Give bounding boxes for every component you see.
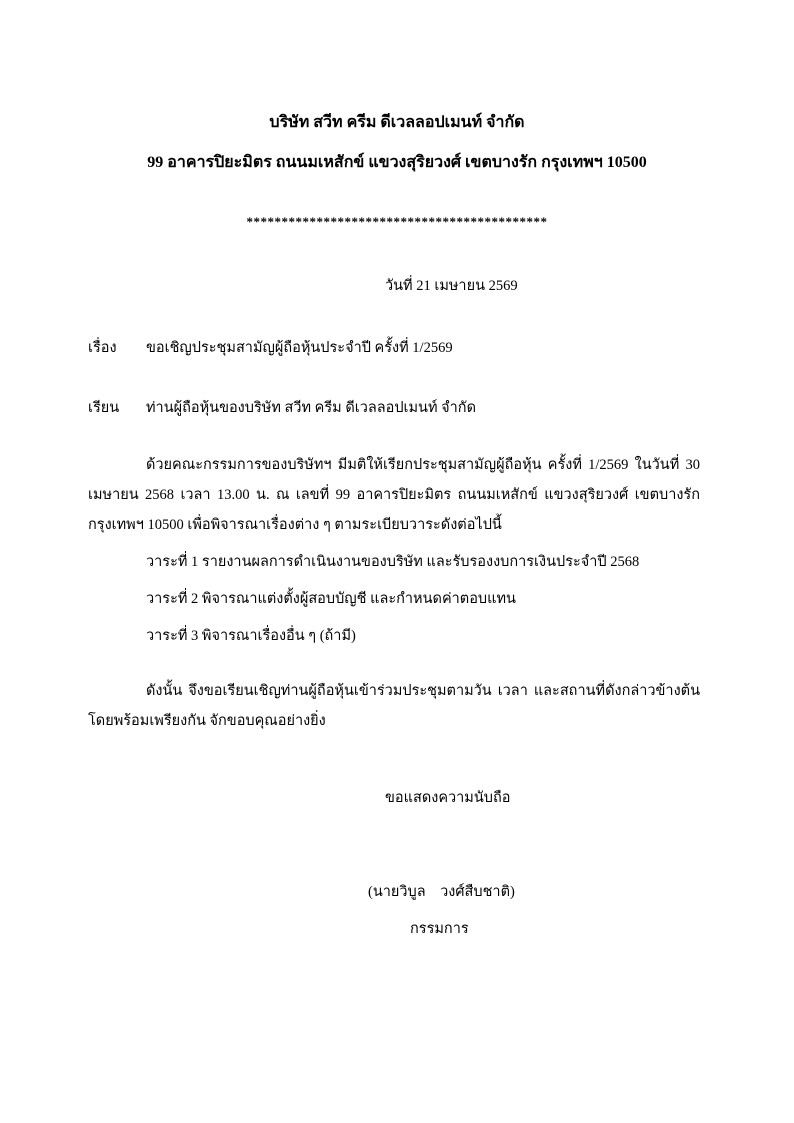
closing-text: ดังนั้น จึงขอเรียนเชิญท่านผู้ถือหุ้นเข้าร่วมประชุมตามวัน เวลา และสถานที่ดังกล่าวข้างต้นโดยพร้อมเพรียงกัน จักขอบคุณอย่างยิ่ง — [88, 683, 700, 729]
intro-text: ด้วยคณะกรรมการของบริษัทฯ มีมติให้เรียกประชุมสามัญผู้ถือหุ้น ครั้งที่ 1/2569 ในวันที่ 30 เมษายน 2568 เวลา 13.00 น. ณ เลขที่ 99 อาคารปิยะมิตร ถนนมเหสักข์ แขวงสุริยวงศ์ เขตบางรัก กรุงเทพฯ 10500 เพื่อพิจารณาเรื่องต่าง ๆ ตามระเบียบวาระดังต่อไปนี้ — [88, 457, 700, 533]
agenda-item: วาระที่ 3 พิจารณาเรื่องอื่น ๆ (ถ้ามี) — [146, 628, 356, 644]
separator-line: ******************************************* — [246, 214, 548, 229]
subject-text: ขอเชิญประชุมสามัญผู้ถือหุ้นประจำปี ครั้งที่ 1/2569 — [146, 340, 453, 356]
recipient-text: ท่านผู้ถือหุ้นของบริษัท สวีท ครีม ดีเวลลอปเมนท์ จำกัด — [146, 400, 476, 416]
recipient-label: เรียน — [88, 400, 120, 416]
company-name: บริษัท สวีท ครีม ดีเวลลอปเมนท์ จำกัด — [269, 114, 525, 131]
document-date: วันที่ 21 เมษายน 2569 — [385, 278, 518, 294]
closing-paragraph — [88, 676, 700, 736]
signature-regards: ขอแสดงความนับถือ — [385, 790, 511, 806]
agenda-item: วาระที่ 2 พิจารณาแต่งตั้งผู้สอบบัญชี และกำหนดค่าตอบแทน — [146, 591, 516, 607]
company-address: 99 อาคารปิยะมิตร ถนนมเหสักข์ แขวงสุริยวงศ์ เขตบางรัก กรุงเทพฯ 10500 — [147, 154, 647, 171]
signatory-title: กรรมการ — [410, 921, 469, 937]
intro-paragraph — [88, 450, 700, 540]
signatory-name: (นายวิบูล วงศ์สืบชาติ) — [368, 884, 515, 900]
agenda-item: วาระที่ 1 รายงานผลการดำเนินงานของบริษัท และรับรองงบการเงินประจำปี 2568 — [146, 554, 640, 570]
subject-label: เรื่อง — [88, 340, 117, 356]
subject-line — [88, 336, 453, 359]
recipient-line — [88, 396, 476, 419]
